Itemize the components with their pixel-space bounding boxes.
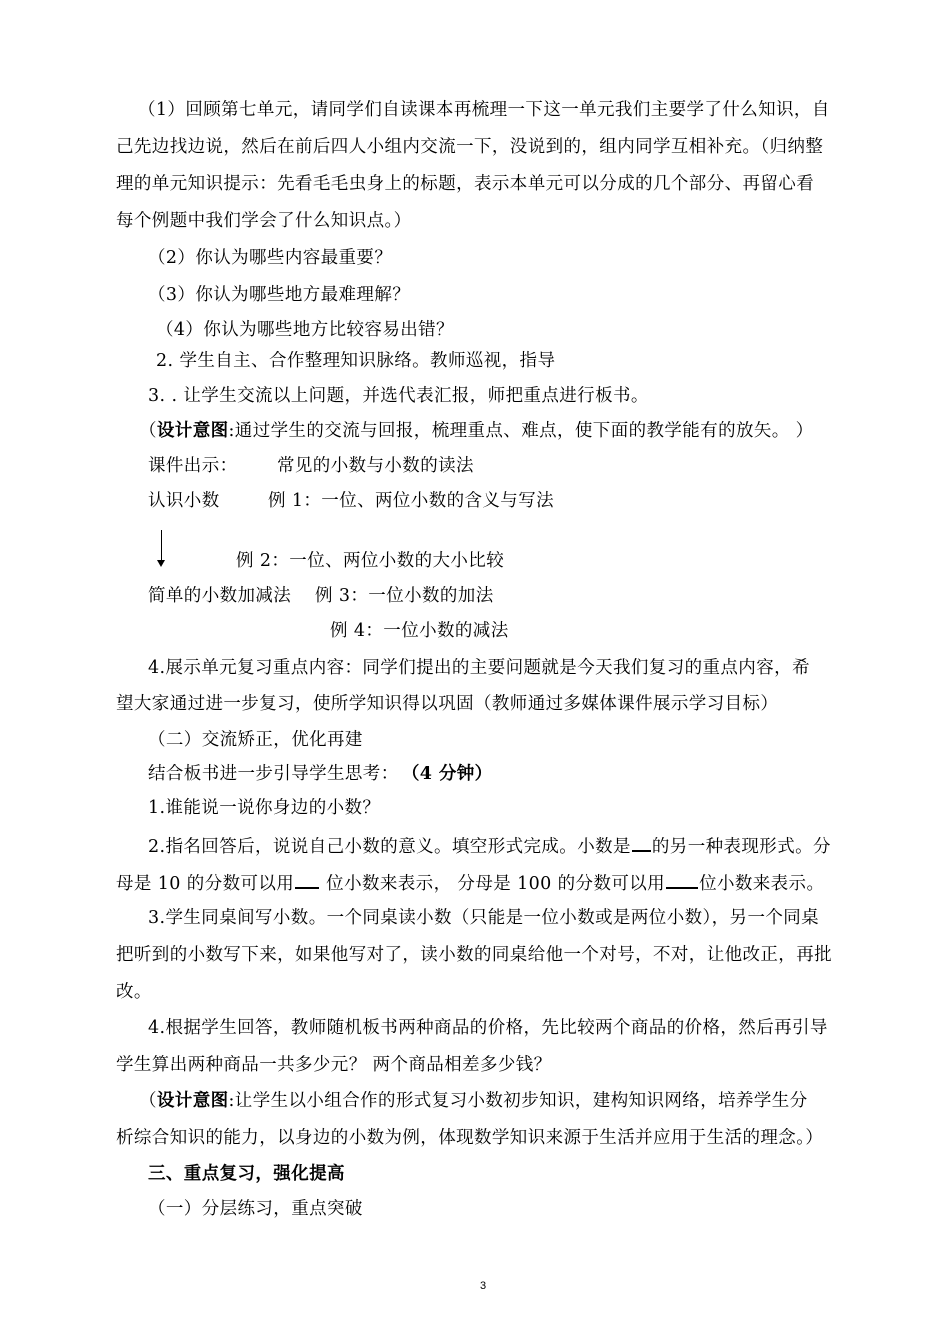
- fill-blank-2: [295, 869, 319, 889]
- guide-time: （4 分钟）: [410, 764, 493, 784]
- step-4-line-1: 4.展示单元复习重点内容：同学们提出的主要问题就是今天我们复习的重点内容，希: [148, 658, 810, 678]
- item-2-line-1: [148, 832, 831, 859]
- courseware-label: 课件出示：: [148, 456, 238, 476]
- section-3-heading: 三、重点复习，强化提高: [148, 1164, 345, 1184]
- step-3: 3. . 让学生交流以上问题，并选代表汇报，师把重点进行板书。: [148, 386, 649, 406]
- item-2-line-2: [116, 869, 824, 896]
- design-intent-label: 设计意图: [156, 421, 229, 441]
- item-2-text-d: 位小数来表示， 分母是 100 的分数可以用: [320, 874, 666, 894]
- item-3-line-2: 把听到的小数写下来，如果他写对了，读小数的同桌给他一个对号，不对，让他改正，再批: [116, 945, 832, 965]
- design-intent-2-line-2: 析综合知识的能力，以身边的小数为例，体现数学知识来源于生活并应用于生活的理念。）: [116, 1128, 824, 1148]
- item-2-text-c: 母是 10 的分数可以用: [116, 874, 295, 894]
- diagram-recognize-decimals: 认识小数: [148, 491, 220, 511]
- guide-text: 结合板书进一步引导学生思考：: [148, 764, 399, 784]
- item-4-line-2: 学生算出两种商品一共多少元？ 两个商品相差多少钱？: [116, 1055, 552, 1075]
- fill-blank-3: [666, 869, 698, 889]
- diagram-simple-add-sub: 简单的小数加减法: [148, 586, 292, 606]
- question-4: （4）你认为哪些地方比较容易出错？: [156, 320, 454, 340]
- design-intent-2-line-1: [139, 1089, 808, 1113]
- step-4-line-2: 望大家通过进一步复习，使所学知识得以巩固（教师通过多媒体课件展示学习目标）: [116, 694, 779, 714]
- paragraph-1-line-1: （1）回顾第七单元，请同学们自读课本再梳理一下这一单元我们主要学了什么知识，自: [138, 100, 830, 120]
- item-2-text-a: 2.指名回答后，说说自己小数的意义。填空形式完成。小数是: [148, 837, 631, 857]
- fill-blank-1: [632, 832, 651, 852]
- diagram-arrow-line: [161, 530, 162, 564]
- paragraph-1-line-4: 每个例题中我们学会了什么知识点。）: [116, 211, 412, 231]
- section-2-heading: （二）交流矫正，优化再建: [148, 730, 363, 750]
- question-3: （3）你认为哪些地方最难理解？: [148, 285, 411, 305]
- item-1: 1.谁能说一说你身边的小数？: [148, 798, 381, 818]
- guide-line: [148, 762, 493, 786]
- design-intent-open: （: [139, 421, 157, 441]
- question-2: （2）你认为哪些内容最重要？: [148, 248, 393, 268]
- courseware-title: 常见的小数与小数的读法: [277, 456, 474, 476]
- step-2: 2. 学生自主、合作整理知识脉络。教师巡视，指导: [156, 351, 556, 371]
- item-2-text-e: 位小数来表示。: [699, 874, 825, 894]
- diagram-example-3: 例 3：一位小数的加法: [315, 586, 494, 606]
- item-3-line-3: 改。: [116, 982, 152, 1002]
- item-3-line-1: 3.学生同桌间写小数。一个同桌读小数（只能是一位小数或是两位小数），另一个同桌: [148, 908, 820, 928]
- section-3-1-heading: （一）分层练习，重点突破: [148, 1199, 363, 1219]
- paragraph-1-line-2: 己先边找边说，然后在前后四人小组内交流一下，没说到的，组内同学互相补充。（归纳整: [116, 137, 824, 157]
- diagram-arrow-down-icon: [157, 560, 165, 567]
- design-intent-2-open: （: [139, 1091, 157, 1111]
- design-intent-2-text: :让学生以小组合作的形式复习小数初步知识，建构知识网络，培养学生分: [228, 1091, 808, 1111]
- item-2-text-b: 的另一种表现形式。分: [651, 837, 831, 857]
- design-intent-text: :通过学生的交流与回报，梳理重点、难点，使下面的教学能有的放矢。 ）: [228, 421, 814, 441]
- design-intent-1: [139, 419, 814, 443]
- page-number: 3: [480, 1280, 487, 1292]
- design-intent-2-label: 设计意图: [156, 1091, 229, 1111]
- diagram-example-1: 例 1：一位、两位小数的含义与写法: [268, 491, 554, 511]
- diagram-example-4: 例 4：一位小数的减法: [330, 621, 509, 641]
- paragraph-1-line-3: 理的单元知识提示：先看毛毛虫身上的标题，表示本单元可以分成的几个部分、再留心看: [116, 174, 815, 194]
- item-4-line-1: 4.根据学生回答，教师随机板书两种商品的价格，先比较两个商品的价格，然后再引导: [148, 1018, 828, 1038]
- diagram-example-2: 例 2：一位、两位小数的大小比较: [236, 551, 505, 571]
